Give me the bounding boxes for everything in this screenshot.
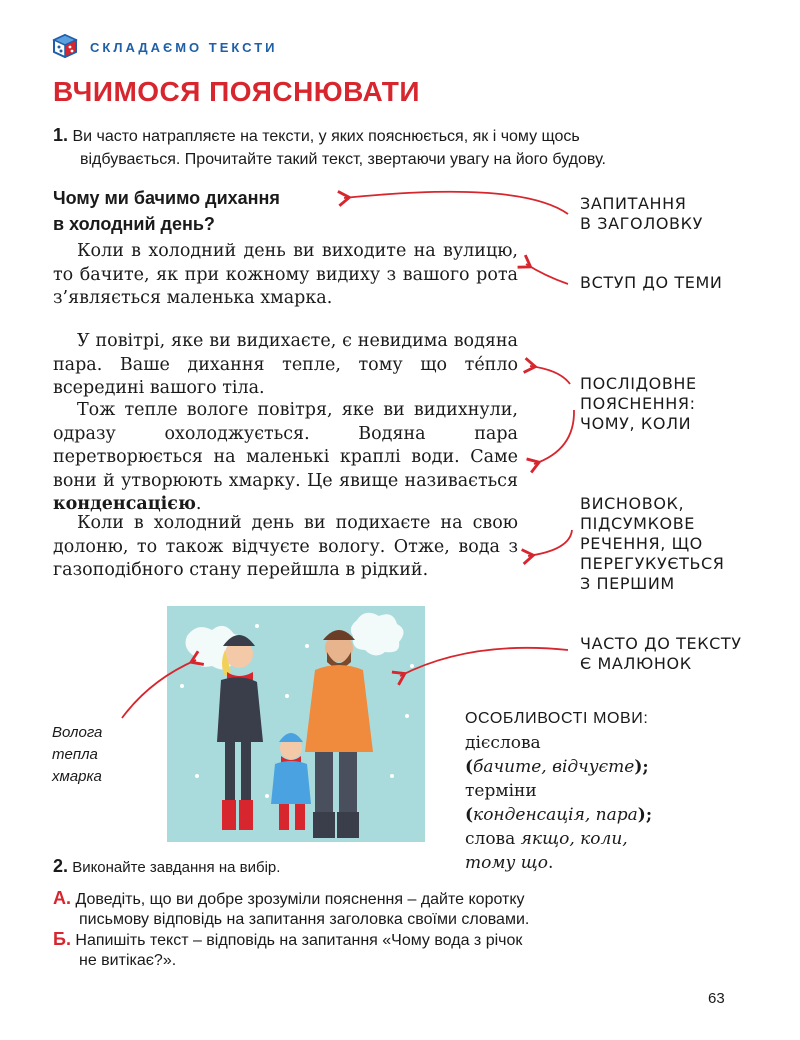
annotation-line: ПОЯСНЕННЯ: [580,394,696,413]
page-number: 63 [708,990,725,1007]
option-b-letter: Б. [53,929,71,949]
language-features-heading: ОСОБЛИВОСТІ МОВИ: [465,710,649,727]
annotation-line: Є МАЛЮНОК [580,654,692,673]
language-line: тому що. [465,853,554,873]
arrow-to-introduction [526,264,568,284]
option-a-line1: Доведіть, що ви добре зрозуміли пояснення – дайте коротку [75,891,525,908]
language-line: (конденсація, пара); [465,805,653,825]
annotation-line: ЧАСТО ДО ТЕКСТУ [580,634,742,653]
annotation-line: З ПЕРШИМ [580,574,675,593]
paragraph-4-text: Коли в холодний день ви подихаєте на свою долоню, то також відчуєте вологу. Отже, вода з газоподібного стану перейшла в рідкий. [53,513,518,580]
annotation-line: ВСТУП ДО ТЕМИ [580,273,723,292]
task-2-number: 2. [53,856,69,876]
annotation-line: В ЗАГОЛОВКУ [580,214,703,233]
section-label: СКЛАДАЄМО ТЕКСТИ [90,40,278,55]
language-line: терміни [465,781,537,801]
caption-line: хмарка [52,768,102,785]
term-condensation: конденсацією [53,494,196,514]
arrow-to-conclusion [528,530,572,556]
annotation-line: ПОСЛІДОВНЕ [580,374,697,393]
text-heading-line2: в холодний день? [53,214,215,234]
arrow-to-explanation-bottom [534,410,574,464]
language-line: (бачите, відчуєте); [465,757,649,777]
text-heading-line1: Чому ми бачимо дихання [53,188,280,208]
option-b-line1: Напишіть текст – відповідь на запитання «Чому вода з річок [75,932,523,949]
task-1-line2: відбувається. Прочитайте такий текст, звертаючи увагу на його будову. [80,151,606,168]
caption-line: Волога [52,724,103,741]
page-title: ВЧИМОСЯ ПОЯСНЮВАТИ [53,76,421,107]
paragraph-1-text: Коли в холодний день ви виходите на вулицю, то бачите, як при кожному видиху з вашого рота з’являється маленька хмарка. [53,241,518,308]
annotation-line: ЗАПИТАННЯ [580,194,687,213]
annotation-line: ВИСНОВОК, [580,494,685,513]
arrow-to-heading [344,192,568,214]
caption-line: тепла [52,746,98,763]
annotation-line: ЧОМУ, КОЛИ [580,414,692,433]
paragraph-2-text: У повітрі, яке ви видихаєте, є невидима водяна пара. Ваше дихання тепле, тому що тéпло всередині вашого тіла. [53,331,518,398]
paragraph-3-text: Тож тепле вологе повітря, яке ви видихнули, одразу охолоджується. Водяна пара перетворюється на маленькі краплі води. Саме вони й утворюють хмарку. Це явище називається [53,400,518,491]
arrow-to-explanation-top [530,366,570,384]
arrow-to-illustration [400,648,568,676]
paragraph-3-end: . [195,494,202,514]
annotation-line: ПЕРЕГУКУЄТЬСЯ [580,554,725,573]
language-line: дієслова [465,733,541,753]
option-a-letter: А. [53,888,71,908]
annotation-line: ПІДСУМКОВЕ [580,514,696,533]
task-2-text: Виконайте завдання на вибір. [72,859,281,876]
option-a-line2: письмову відповідь на запитання заголовка своїми словами. [79,911,530,928]
task-1-line1: Ви часто натрапляєте на тексти, у яких пояснюється, як і чому щось [72,128,580,145]
annotation-line: РЕЧЕННЯ, ЩО [580,534,703,553]
task-1-number: 1. [53,125,69,145]
option-b-line2: не витікає?». [79,952,177,969]
language-line: слова якщо, коли, [465,829,628,849]
arrow-to-breath-cloud [122,660,196,718]
